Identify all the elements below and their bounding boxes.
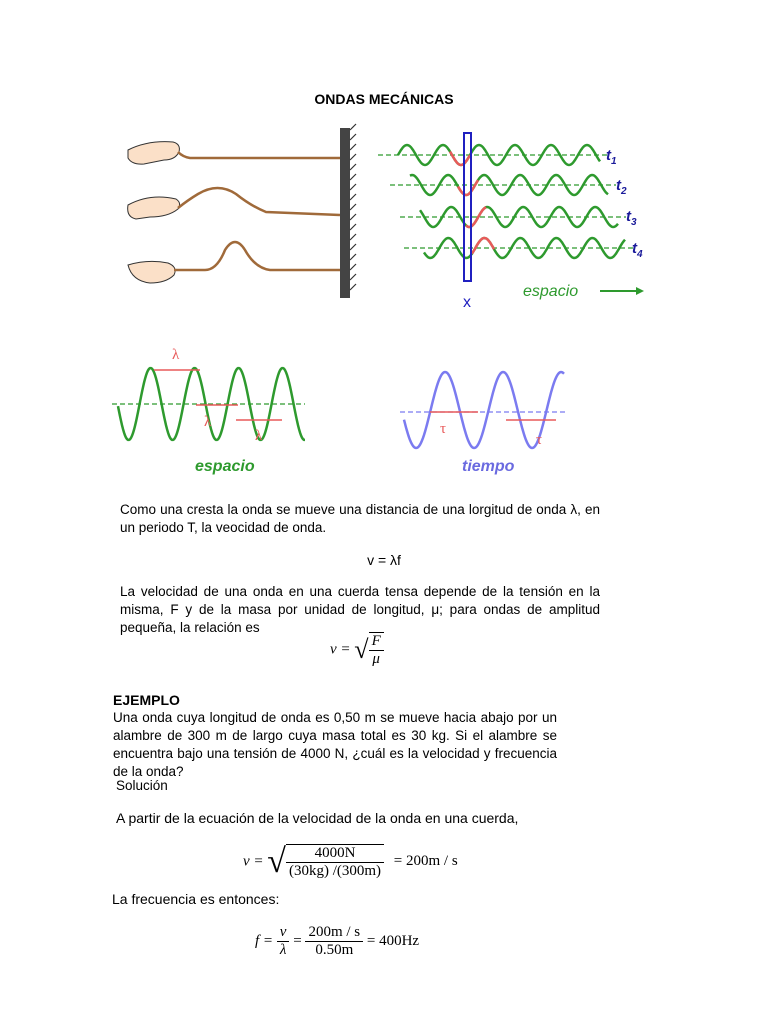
eq4-frac1-num: v [277,924,290,942]
wave-row-highlight-2 [458,180,478,195]
eq2-num: F [369,633,384,651]
wave-figure-top [0,0,768,330]
eq3-result: = 200m / s [393,853,458,870]
page-title: ONDAS MECÁNICAS [314,91,454,107]
paragraph-from-equation: A partir de la ecuación de la velocidad de la onda en una cuerda, [116,810,519,826]
eq3-num: 4000N [286,845,384,863]
sqrt-icon: √ [354,635,369,664]
time-label-2: $t_2$ [616,177,627,197]
lambda-label-1: λ [172,347,180,363]
espacio-label-top: espacio [523,283,579,300]
paragraph-wave-speed: Como una cresta la onda se mueve una distancia de una lorgitud de onda λ, en un periodo T, la veocidad de onda. [120,502,600,535]
time-label-3: $t_3$ [626,208,637,228]
wave-rows [378,145,633,258]
equation-sqrt-f-mu [330,632,384,668]
wave-figure-bottom [0,330,768,490]
eq4-frac2-den: 0.50m [315,942,354,958]
rope-lines [174,152,340,270]
wave-row-highlight-1 [450,152,470,165]
eq2-den: μ [372,651,380,667]
hand-icon [128,142,180,283]
wall-hatch [350,124,356,290]
eq3-lhs: v = [243,853,264,870]
equation-v-lambda-f: v = λf [367,552,401,568]
wave-row-highlight-4 [472,238,494,254]
wall [340,128,350,298]
equation-frequency-calc [255,924,419,959]
eq4-lhs: f = [255,932,274,949]
sqrt-icon: √ [267,843,286,880]
eq4-result: = 400Hz [366,932,420,949]
lambda-label-3: λ [255,428,263,444]
x-label: x [463,294,471,311]
paragraph-string-velocity: La velocidad de una onda en una cuerda tensa depende de la tensión en la misma, F y de la masa por unidad de longitud, μ; para ondas de amplitud pequeña, la relación es [120,584,600,635]
time-label-1: $t_1$ [606,147,617,167]
eq4-frac1-den: λ [279,942,287,958]
eq3-den: (30kg) /(300m) [288,863,382,879]
tau-label-2: τ [536,432,543,448]
tau-label-1: τ [440,421,447,437]
time-label-4: $t_4$ [632,240,643,260]
lambda-label-2: λ [204,414,212,430]
tiempo-label: tiempo [462,458,515,475]
ejemplo-text: Una onda cuya longitud de onda es 0,50 m se mueve hacia abajo por un alambre de 300 m de largo cuya masa total es 30 kg. Si el alambre se encuentra bajo una tensión de 4000 N, ¿cuál es la velocidad y frecuencia de la onda? [113,710,557,779]
ejemplo-heading: EJEMPLO [113,692,180,708]
arrow-right-icon [600,287,644,295]
paragraph-frequency: La frecuencia es entonces: [112,891,280,907]
eq4-frac2-num: 200m / s [305,924,363,942]
eq4-equals: = [293,932,302,949]
equation-velocity-calc [243,843,458,881]
solucion-label: Solución [116,778,168,793]
eq2-lhs: v = [330,641,351,658]
espacio-label: espacio [195,458,255,475]
